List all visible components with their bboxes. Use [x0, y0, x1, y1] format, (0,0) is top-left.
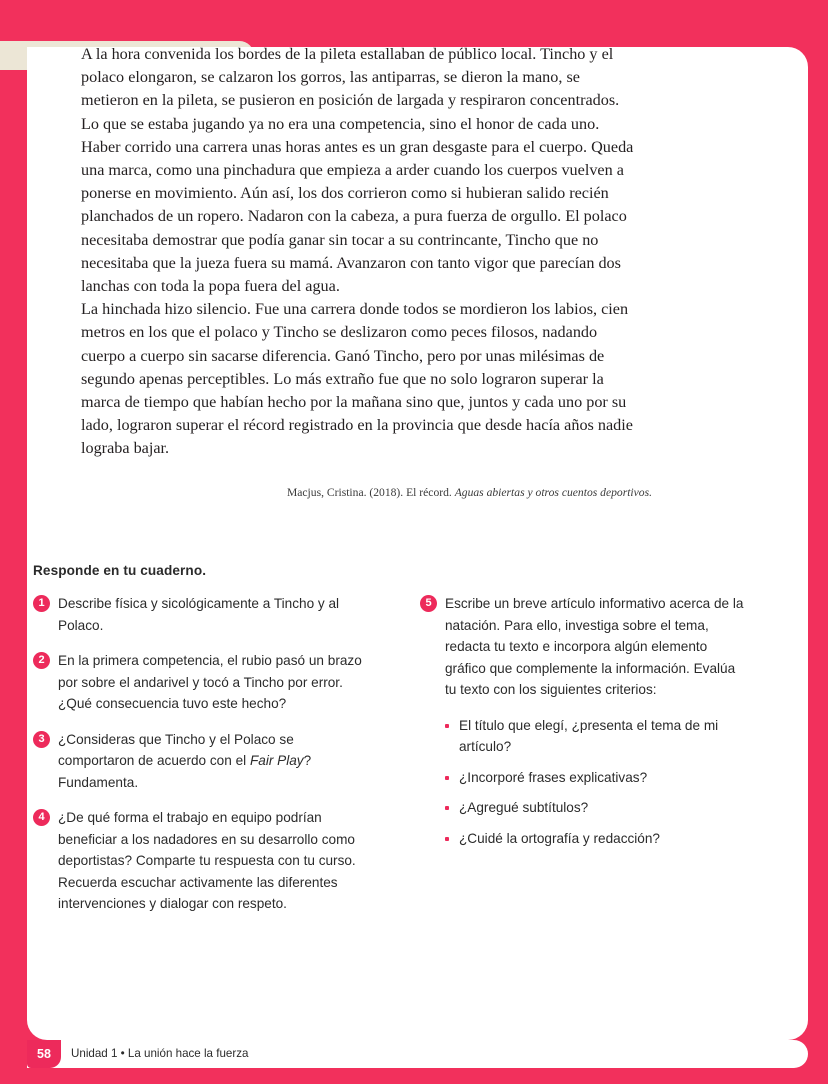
question-text-part: ¿Consideras que Tincho y el Polaco se comportaron de acuerdo con el [58, 731, 294, 768]
passage-paragraph-2: La hinchada hizo silencio. Fue una carrera donde todos se mordieron los labios, cien metros en los que el polaco y Tincho se deslizaron como peces filosos, nadando cuerpo a cuerpo sin sacarse diferencia. Ganó Tincho, pero por unas milésimas de segundo apenas perceptibles. Lo más extraño fue que no solo lograron superar la marca de tiempo que habían hecho por la mañana sino que, juntos y cada uno por su lado, lograron superar el récord registrado en la provincia que desde hacía años nadie lograba bajar. [81, 300, 633, 458]
activities-columns [33, 593, 753, 929]
question-text: ¿De qué forma el trabajo en equipo podrían beneficiar a los nadadores en su desarrollo como deportistas? Comparte tu respuesta con tu curso. Recuerda escuchar activamente las diferentes intervenciones y dialogar con respeto. [58, 810, 356, 911]
questions-column-right [420, 593, 750, 858]
question-item-1[interactable] [33, 593, 363, 636]
criteria-list [420, 715, 750, 850]
criteria-list-item: ¿Cuidé la ortografía y redacción? [445, 828, 750, 850]
question-number-badge: 5 [420, 595, 437, 612]
question-number-badge: 4 [33, 809, 50, 826]
question-item-2[interactable] [33, 650, 363, 715]
question-text: Escribe un breve artículo informativo acerca de la natación. Para ello, investiga sobre el tema, redacta tu texto e incorpora algún elemento gráfico que complemente la información. Evalúa tu texto con los siguientes criterios: [445, 596, 744, 697]
reading-passage [81, 43, 641, 461]
criteria-list-item: El título que elegí, ¿presenta el tema de mi artículo? [445, 715, 750, 758]
question-item-5[interactable] [420, 593, 750, 701]
citation-author: Macjus, Cristina. (2018). El récord. [286, 486, 455, 499]
question-text-emphasis: Fair Play [249, 753, 304, 768]
passage-paragraph-1: A la hora convenida los bordes de la pileta estallaban de público local. Tincho y el polaco elongaron, se calzaron los gorros, las antiparras, se dieron la mano, se metieron en la pileta, se pusieron en posición de largada y respiraron concentrados. Lo que se estaba jugando ya no era una competencia, sino el honor de cada uno. Haber corrido una carrera unas horas antes es un gran desgaste para el cuerpo. Queda una marca, como una pinchadura que empieza a arder cuando los cuerpos vuelven a ponerse en movimiento. Aún así, los dos corrieron como si hubieran salido recién planchados de un ropero. Nadaron con la cabeza, a pura fuerza de orgullo. El polaco necesitaba demostrar que podía ganar sin tocar a su contrincante, Tincho que no necesitaba que la jueza fuera su mamá. Avanzaron con tanto vigor que parecían dos lanchas con toda la popa fuera del agua. [81, 45, 634, 296]
question-text [58, 729, 363, 794]
questions-column-left [33, 593, 363, 929]
page-number: 58 [27, 1040, 61, 1068]
question-number-badge: 2 [33, 652, 50, 669]
criteria-list-item: ¿Agregué subtítulos? [445, 797, 750, 819]
activities-section [33, 563, 753, 929]
question-text: Describe física y sicológicamente a Tincho y al Polaco. [58, 596, 340, 633]
footer-unit-label: Unidad 1 • La unión hace la fuerza [71, 1047, 249, 1060]
question-item-3[interactable] [33, 729, 363, 794]
activities-instruction: Responde en tu cuaderno. [33, 563, 207, 578]
question-item-4[interactable] [33, 807, 363, 915]
question-number-badge: 3 [33, 731, 50, 748]
question-text-part: ? Fundamenta. [58, 753, 312, 790]
question-text: En la primera competencia, el rubio pasó un brazo por sobre el andarivel y tocó a Tincho por error. ¿Qué consecuencia tuvo este hecho? [58, 653, 362, 711]
source-citation [81, 485, 652, 501]
citation-work-title: Aguas abiertas y otros cuentos deportivos. [454, 486, 652, 499]
question-number-badge: 1 [33, 595, 50, 612]
page-footer [27, 1040, 808, 1068]
criteria-list-item: ¿Incorporé frases explicativas? [445, 767, 750, 789]
